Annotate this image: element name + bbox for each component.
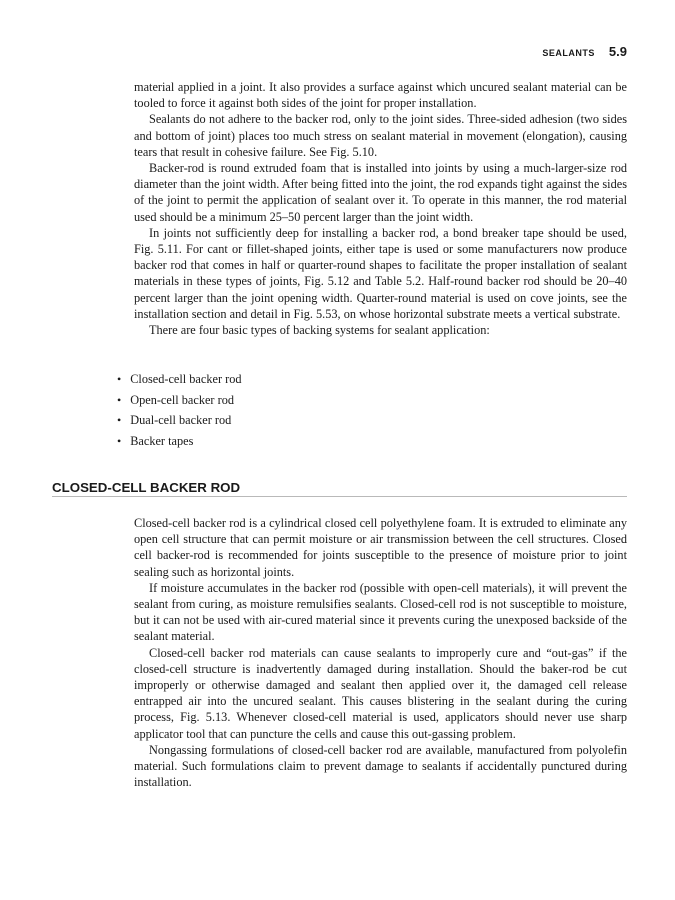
bullet-icon: • (117, 372, 122, 386)
bullet-icon: • (117, 413, 122, 427)
running-head-section: SEALANTS (542, 48, 595, 58)
intro-text-block (134, 79, 627, 338)
intro-paragraph: In joints not sufficiently deep for installing a backer rod, a bond breaker tape should be used, Fig. 5.11. For cant or fillet-shaped joints, either tape is used or some manufacturers now produce backer rod that comes in half or quarter-round shapes to facilitate the proper installation of sealant materials in these types of joints, Fig. 5.12 and Table 5.2. Half-round backer rod should be 20–40 percent larger than the joint opening width. Quarter-round material is used on cove joints, see the installation section and detail in Fig. 5.53, on whose horizontal substrate meets a vertical substrate. (134, 225, 627, 321)
list-item (117, 390, 242, 411)
intro-paragraph: Backer-rod is round extruded foam that is installed into joints by using a much-larger-size rod diameter than the joint width. After being fitted into the joint, the rod expands tight against the sides of the joint to permit the application of sealant over it. To operate in this manner, the rod material used should be a minimum 25–50 percent larger than the joint width. (134, 161, 627, 224)
bullet-icon: • (117, 433, 122, 448)
list-item (117, 431, 242, 452)
section-paragraph: Closed-cell backer rod is a cylindrical closed cell polyethylene foam. It is extruded to eliminate any open cell structure that can permit moisture or air transmission between the cell structures. Closed cell backer-rod is recommended for joints susceptible to the presence of moisture prior to joint sealing such as horizontal joints. (134, 516, 627, 579)
bullet-icon: • (117, 392, 122, 407)
intro-paragraph: Sealants do not adhere to the backer rod, only to the joint sides. Three-sided adhesion (two sides and bottom of joint) places too much stress on sealant material in movement (elongation), causing tears that result in cohesive failure. See Fig. 5.10. (134, 112, 627, 159)
list-item-label: Dual-cell backer rod (130, 413, 232, 427)
section-paragraph: Nongassing formulations of closed-cell backer rod are available, manufactured from polyolefin material. Such formulations claim to prevent damage to sealants if accidentally punctured during installation. (134, 742, 627, 790)
section-paragraph: If moisture accumulates in the backer rod (possible with open-cell materials), it will prevent the sealant from curing, as moisture remulsifies sealants. Closed-cell rod is not susceptible to moisture, but it can not be used with air-cured material since it prevents curing the unexposed backside of the sealant material. (134, 580, 627, 644)
list-item (117, 410, 242, 431)
list-item (117, 369, 242, 390)
list-item-label: Open-cell backer rod (130, 392, 234, 407)
list-item-label: Closed-cell backer rod (130, 372, 242, 386)
backing-systems-list (117, 369, 242, 451)
intro-paragraph: There are four basic types of backing systems for sealant application: (149, 323, 490, 338)
section-text-block (134, 515, 627, 790)
running-head (542, 44, 627, 59)
section-heading: CLOSED-CELL BACKER ROD (52, 480, 241, 495)
section-paragraph: Closed-cell backer rod materials can cause sealants to improperly cure and “out-gas” if the closed-cell structure is inadvertently damaged during installation. Should the baker-rod be cut improperly or otherwise damaged and sealant then applied over it, the damaged cell release entrapped air into the uncured sealant. This causes blistering in the sealant during the curing process, Fig. 5.13. Whenever closed-cell material is used, applicators should never use sharp applicator tool that can puncture the cells and cause this out-gassing problem. (134, 645, 627, 741)
section-divider (52, 496, 627, 497)
list-item-label: Backer tapes (130, 433, 194, 448)
page-number: 5.9 (608, 44, 627, 59)
intro-paragraph: material applied in a joint. It also provides a surface against which uncured sealant material can be tooled to force it against both sides of the joint for proper installation. (134, 80, 627, 111)
